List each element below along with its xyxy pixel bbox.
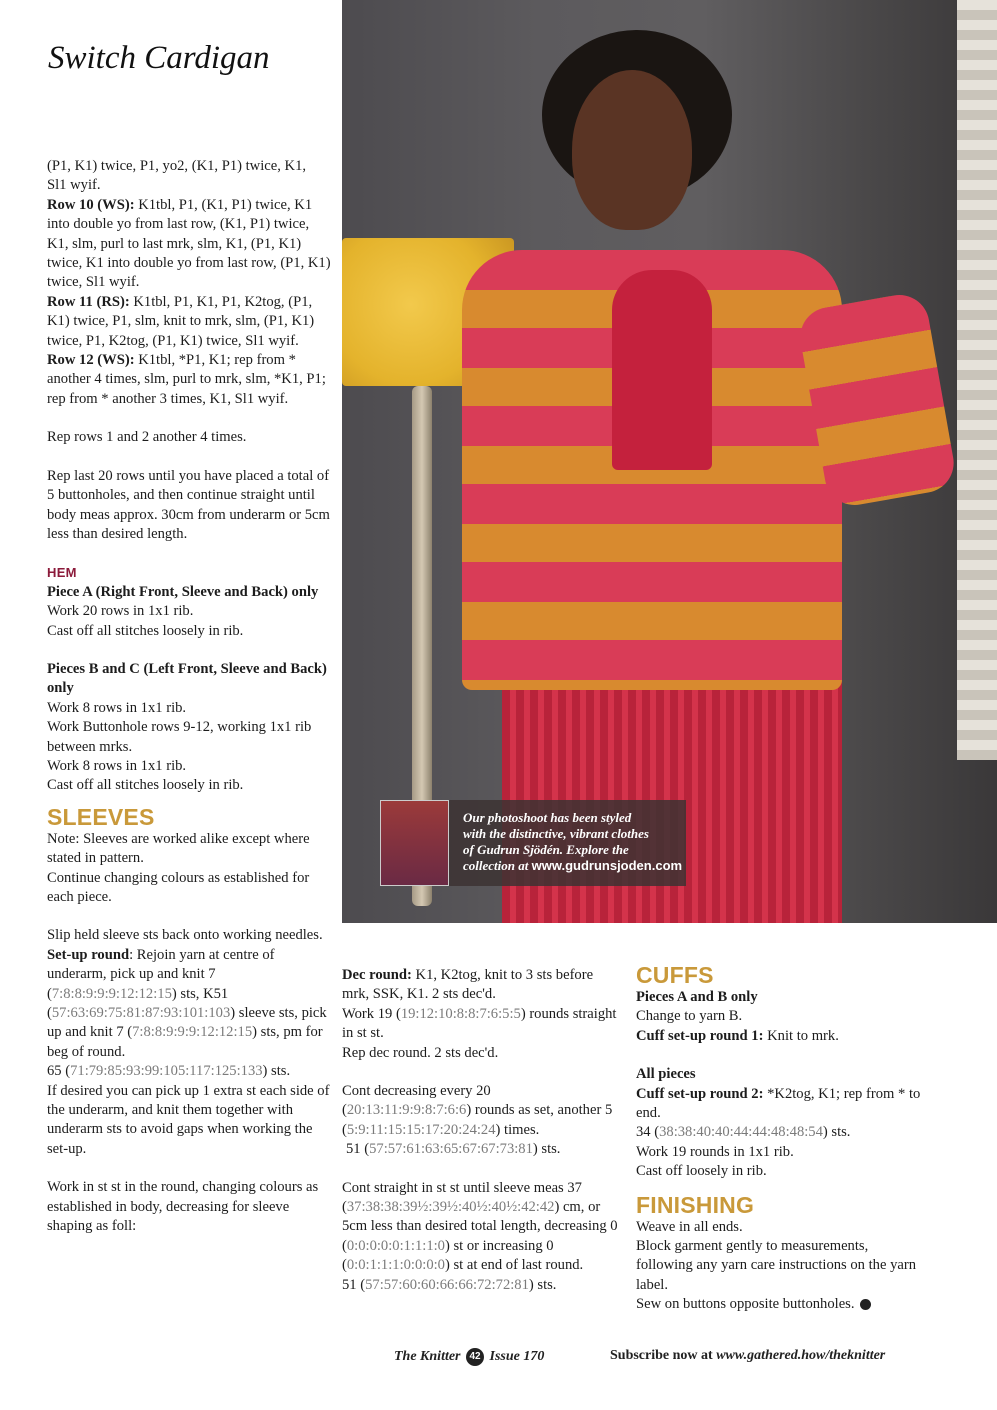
footer-magazine [394, 1348, 544, 1366]
text: Sew on buttons opposite buttonholes. [636, 1296, 855, 1313]
text: Knit to mrk. [763, 1027, 839, 1044]
text: ) sts. [528, 1276, 557, 1293]
setup-label: Set-up round [47, 946, 130, 963]
cuff2-label: Cuff set-up round 2: [636, 1085, 764, 1102]
text: ) st or increasing 0 ( [342, 1237, 554, 1274]
magazine-name: The Knitter [394, 1349, 461, 1365]
text: ) sleeve sts, pick up and knit 7 ( [47, 1005, 327, 1041]
piece-a-line: Cast off all stitches loosely in rib. [47, 622, 244, 639]
text: 51 ( [342, 1276, 366, 1293]
text: : Rejoin yarn at centre of underarm, pick up and knit 7 ( [47, 946, 275, 1002]
sew-text [636, 1295, 926, 1314]
sleeves-heading: SLEEVES [47, 803, 155, 830]
row-text: K1tbl, P1, (K1, P1) twice, K1 into double yo from last row, (K1, P1) twice, K1, slm, purl to last mrk, slm, K1, (P1, K1) twice, K1 into double yo from last row, (P1, K1) twice, Sl1 wyif. [47, 196, 331, 291]
piece-a-heading [47, 583, 332, 602]
rep-last: Rep last 20 rows until you have placed a total of 5 buttonholes, and then continue straight until body meas approx. 30cm from underarm or 5cm less than desired length. [47, 467, 330, 542]
curtain [957, 0, 997, 760]
if-desired: If desired you can pick up 1 extra st each side of the underarm, and knit them together with underarm sts to avoid gaps when working the set-up. [47, 1082, 330, 1157]
row-11 [47, 293, 332, 351]
dec-label: Dec round: [342, 967, 412, 983]
text: 51 ( [346, 1141, 370, 1158]
piece-bc-line: Work 8 rows in 1x1 rib. [47, 757, 187, 774]
caption-line [463, 858, 693, 874]
rep-dec: Rep dec round. 2 sts dec'd. [342, 1044, 499, 1061]
size-values: 38:38:40:40:44:44:48:48:54 [659, 1124, 823, 1141]
size-values: 0:0:0:0:0:1:1:1:0 [346, 1237, 445, 1254]
weave-text: Weave in all ends. [636, 1218, 743, 1235]
text: ) cm, or 5cm less than desired total length, decreasing 0 ( [342, 1199, 618, 1254]
text: ) st at end of last round. [444, 1257, 584, 1274]
inset-caption [463, 810, 693, 874]
stitch-count [636, 1123, 926, 1142]
change-yarn: Change to yarn B. [636, 1008, 743, 1025]
row-text: K1tbl, P1, K1, P1, K2tog, (P1, K1) twice, P1, slm, knit to mrk, slm, (P1, K1) twice, P1, K2tog, (P1, K1) twice, Sl1 wyif. [47, 293, 315, 349]
slip-text: Slip held sleeve sts back onto working needles. [47, 927, 323, 944]
page-title: Switch Cardigan [48, 40, 270, 76]
piece-bc-heading [47, 660, 332, 699]
row-10 [47, 196, 332, 293]
text: ) sts, K51 ( [47, 985, 229, 1022]
piece-a-heading-text: Piece A (Right Front, Sleeve and Back) only [47, 583, 319, 600]
intro-line: (P1, K1) twice, P1, yo2, (K1, P1) twice, K1, [47, 158, 307, 174]
finishing-heading: FINISHING [636, 1191, 755, 1218]
intro-line: Sl1 wyif. [47, 177, 101, 194]
size-values: 57:63:69:75:81:87:93:101:103 [51, 1005, 231, 1022]
caption-line: Our photoshoot has been styled [463, 810, 632, 825]
text: Cont straight in st st until sleeve meas 37 ( [342, 1179, 582, 1216]
cuff1-label: Cuff set-up round 1: [636, 1027, 764, 1044]
size-values: 20:13:11:9:9:8:7:6:6 [346, 1102, 467, 1119]
text: K1, K2tog, knit to 3 sts before mrk, SSK, K1. 2 sts dec'd. [342, 967, 594, 1003]
cuff-round-1 [636, 1027, 926, 1046]
subscribe-text: Subscribe now at [610, 1348, 717, 1363]
size-values: 57:57:60:60:66:66:72:72:81 [365, 1276, 529, 1293]
note: Note: Sleeves are worked alike except where stated in pattern. [47, 830, 310, 867]
subscribe-url[interactable]: www.gathered.how/theknitter [716, 1348, 886, 1363]
piece-bc-line: Work Buttonhole rows 9-12, working 1x1 rib between mrks. [47, 719, 312, 755]
cuff-round-2 [636, 1085, 926, 1124]
text: *K2tog, K1; rep from * to end. [636, 1085, 921, 1122]
cont-decreasing [342, 1082, 622, 1140]
text: ) sts. [262, 1063, 291, 1080]
inset-thumbnail [380, 800, 449, 886]
piece-bc-line: Cast off all stitches loosely in rib. [47, 777, 244, 794]
stitch-count [47, 1062, 332, 1081]
stitch-count [342, 1140, 622, 1159]
text: 65 ( [47, 1063, 71, 1080]
pieces-ab-heading [636, 988, 926, 1007]
size-values: 37:38:38:39½:39½:40½:40½:42:42 [346, 1199, 555, 1216]
caption-line: of Gudrun Sjödén. Explore the [463, 842, 629, 857]
pieces-ab-text: Pieces A and B only [636, 989, 758, 1005]
dec-round [342, 966, 622, 1005]
pattern-column-middle [342, 966, 622, 1295]
all-pieces-heading [636, 1065, 926, 1084]
caption-url[interactable]: www.gudrunsjoden.com [531, 858, 683, 873]
row-text: K1tbl, *P1, K1; rep from * another 4 times, slm, purl to mrk, slm, *K1, P1; rep from * another 3 times, K1, Sl1 wyif. [47, 352, 326, 407]
caption-text: collection at [463, 858, 532, 873]
end-mark-icon [860, 1299, 871, 1310]
stitch-count [342, 1276, 622, 1295]
work-stst: Work in st st in the round, changing colours as established in body, decreasing for sleeve shaping as foll: [47, 1179, 319, 1235]
work-19-rib: Work 19 rounds in 1x1 rib. [636, 1143, 794, 1160]
pattern-column-right [636, 962, 926, 1315]
text: ) rounds as set, another 5 ( [342, 1102, 613, 1138]
text: ) sts, pm for beg of round. [47, 1024, 323, 1060]
size-values: 57:57:61:63:65:67:67:73:81 [369, 1141, 533, 1158]
text: ) times. [495, 1121, 540, 1138]
continue-text: Continue changing colours as established for each piece. [47, 869, 310, 905]
size-values: 71:79:85:93:99:105:117:125:133 [70, 1063, 263, 1080]
size-values: 5:9:11:15:15:17:20:24:24 [346, 1121, 496, 1138]
model-photo [342, 0, 997, 923]
size-values: 7:8:8:9:9:9:12:12:15 [51, 985, 172, 1002]
face [572, 70, 692, 230]
row-12 [47, 351, 332, 409]
row-label: Row 10 (WS): [47, 196, 135, 213]
setup-round [47, 946, 332, 1062]
work-19 [342, 1005, 622, 1044]
cuffs-heading: CUFFS [636, 962, 714, 988]
text: ) sts. [822, 1124, 851, 1141]
all-pieces-text: All pieces [636, 1066, 696, 1083]
page-number: 42 [466, 1348, 484, 1366]
text: ) rounds straight in st st. [342, 1005, 617, 1042]
text: 34 ( [636, 1124, 660, 1141]
piece-bc-line: Work 8 rows in 1x1 rib. [47, 699, 187, 716]
inner-top [612, 270, 712, 470]
caption-line: with the distinctive, vibrant clothes [463, 826, 649, 841]
size-values: 7:8:8:9:9:9:12:12:15 [132, 1024, 253, 1041]
hem-heading: HEM [47, 565, 77, 581]
size-values: 0:0:1:1:1:0:0:0:0 [346, 1257, 445, 1274]
cast-off: Cast off loosely in rib. [636, 1163, 767, 1180]
pattern-column-left [47, 157, 332, 1237]
row-label: Row 11 (RS): [47, 293, 130, 310]
text: ) sts. [532, 1141, 561, 1158]
piece-a-line: Work 20 rows in 1x1 rib. [47, 603, 194, 620]
footer-subscribe [610, 1348, 885, 1364]
text: Cont decreasing every 20 ( [342, 1083, 491, 1119]
piece-bc-heading-text: Pieces B and C (Left Front, Sleeve and Back) only [47, 660, 327, 697]
row-label: Row 12 (WS): [47, 352, 135, 369]
cont-straight [342, 1179, 622, 1276]
block-text: Block garment gently to measurements, following any yarn care instructions on the yarn label. [636, 1238, 917, 1293]
text: Work 19 ( [342, 1005, 401, 1022]
size-values: 19:12:10:8:8:7:6:5:5 [400, 1005, 521, 1022]
rep-rows: Rep rows 1 and 2 another 4 times. [47, 429, 247, 446]
issue-number: Issue 170 [489, 1349, 545, 1365]
